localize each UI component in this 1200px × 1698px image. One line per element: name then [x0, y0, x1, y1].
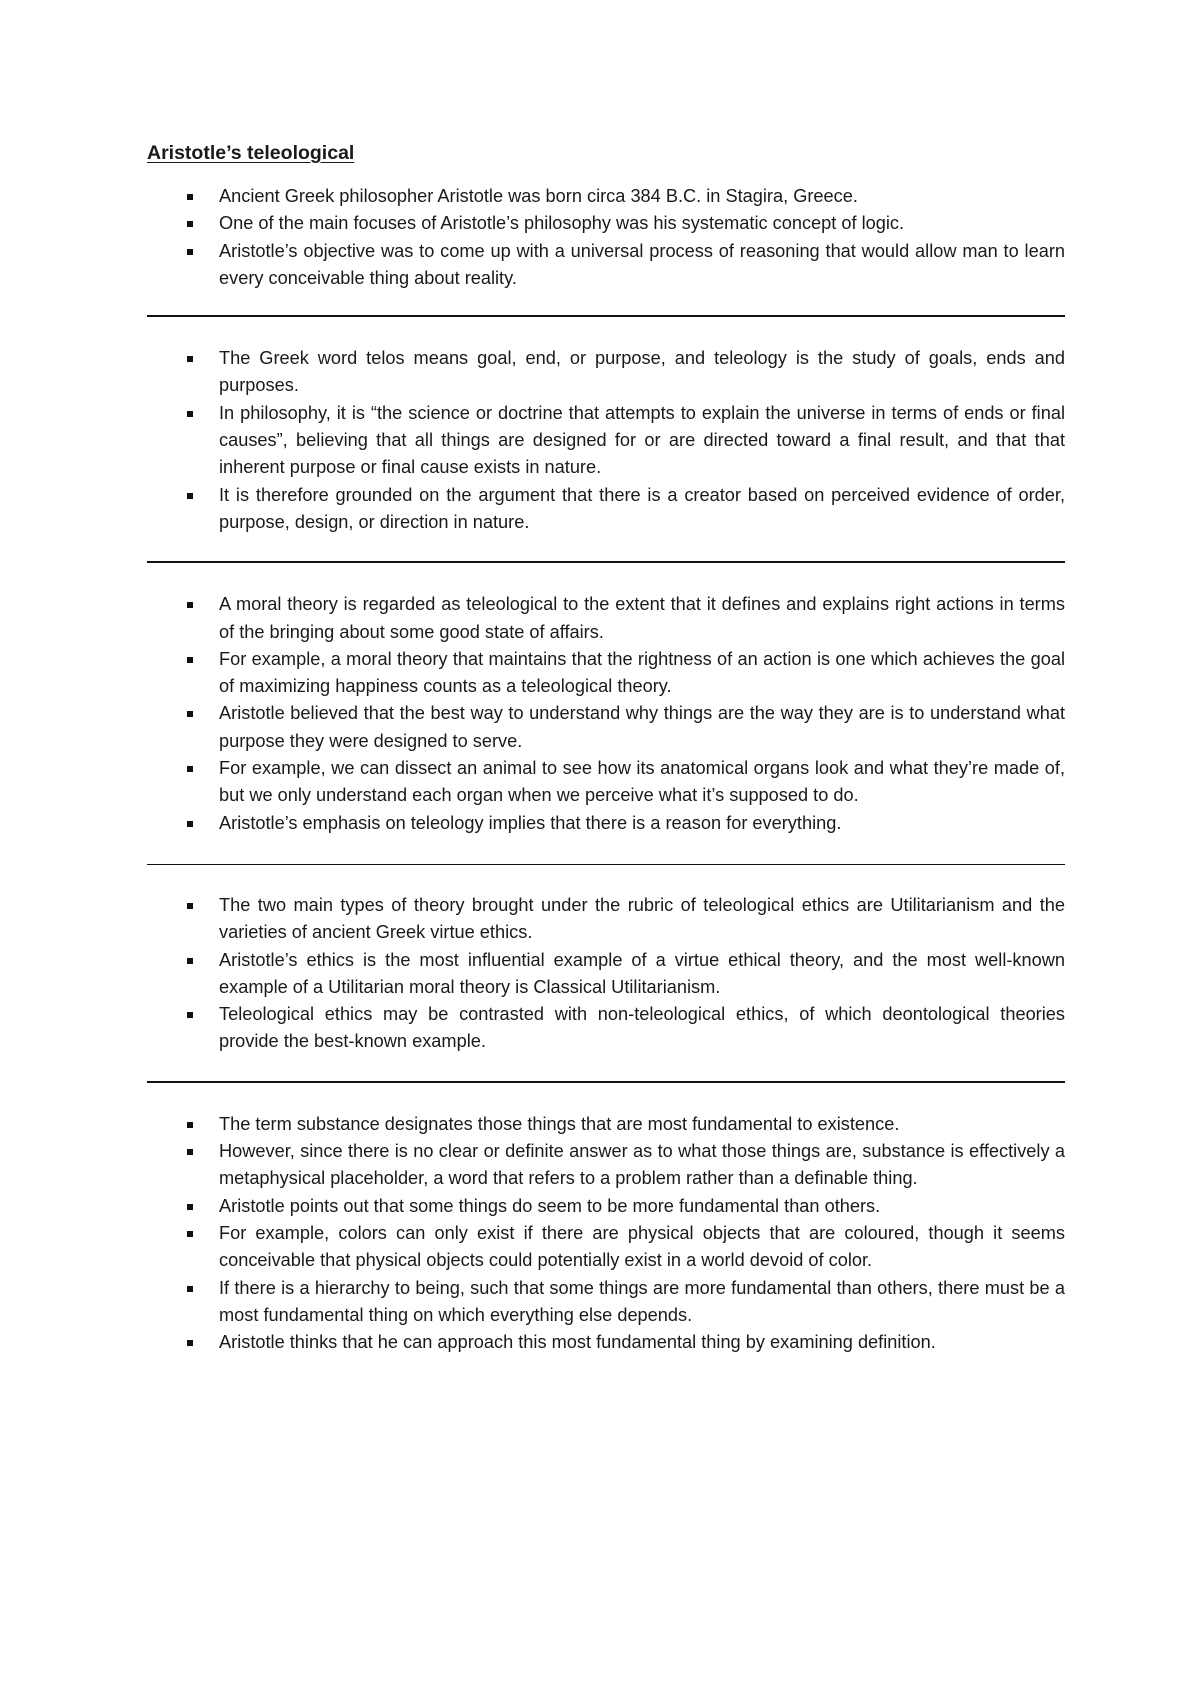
square-bullet-icon — [187, 249, 193, 255]
square-bullet-icon — [187, 356, 193, 362]
list-item: Aristotle’s ethics is the most influential example of a virtue ethical theory, and the most well-known example of a Utilitarian moral theory is Classical Utilitarianism. — [147, 947, 1065, 1002]
list-item: A moral theory is regarded as teleological to the extent that it defines and explains right actions in terms of the bringing about some good state of affairs. — [147, 591, 1065, 646]
square-bullet-icon — [187, 1149, 193, 1155]
list-item: It is therefore grounded on the argument that there is a creator based on perceived evidence of order, purpose, design, or direction in nature. — [147, 482, 1065, 537]
section-telos — [147, 345, 1065, 536]
list-item: Aristotle points out that some things do seem to be more fundamental than others. — [147, 1193, 1065, 1220]
square-bullet-icon — [187, 194, 193, 200]
list-item: Teleological ethics may be contrasted with non-teleological ethics, of which deontological theories provide the best-known example. — [147, 1001, 1065, 1056]
list-item: For example, a moral theory that maintains that the rightness of an action is one which achieves the goal of maximizing happiness counts as a teleological theory. — [147, 646, 1065, 701]
square-bullet-icon — [187, 1340, 193, 1346]
bullet-list — [147, 345, 1065, 536]
square-bullet-icon — [187, 711, 193, 717]
section-aristotle-intro — [147, 183, 1065, 292]
bullet-list — [147, 1111, 1065, 1357]
section-teleological-ethics — [147, 892, 1065, 1056]
section-divider — [147, 315, 1065, 317]
document-page — [147, 140, 1065, 1356]
square-bullet-icon — [187, 1286, 193, 1292]
square-bullet-icon — [187, 821, 193, 827]
list-item: In philosophy, it is “the science or doctrine that attempts to explain the universe in terms of ends or final causes”, believing that all things are designed for or are directed toward a final result, and that that inherent purpose or final cause exists in nature. — [147, 400, 1065, 482]
square-bullet-icon — [187, 1231, 193, 1237]
section-divider — [147, 561, 1065, 563]
square-bullet-icon — [187, 657, 193, 663]
list-item: For example, we can dissect an animal to see how its anatomical organs look and what they’re made of, but we only understand each organ when we perceive what it’s supposed to do. — [147, 755, 1065, 810]
square-bullet-icon — [187, 1122, 193, 1128]
list-item: Aristotle’s objective was to come up with a universal process of reasoning that would allow man to learn every conceivable thing about reality. — [147, 238, 1065, 293]
bullet-list — [147, 591, 1065, 837]
list-item: Aristotle believed that the best way to understand why things are the way they are is to understand what purpose they were designed to serve. — [147, 700, 1065, 755]
list-item: Aristotle’s emphasis on teleology implies that there is a reason for everything. — [147, 810, 1065, 837]
section-divider — [147, 864, 1065, 865]
document-title: Aristotle’s teleological — [147, 142, 355, 164]
list-item: Aristotle thinks that he can approach this most fundamental thing by examining definition. — [147, 1329, 1065, 1356]
square-bullet-icon — [187, 958, 193, 964]
section-moral-theory — [147, 591, 1065, 837]
square-bullet-icon — [187, 411, 193, 417]
bullet-list — [147, 892, 1065, 1056]
list-item: For example, colors can only exist if there are physical objects that are coloured, though it seems conceivable that physical objects could potentially exist in a world devoid of color. — [147, 1220, 1065, 1275]
section-divider — [147, 1081, 1065, 1083]
list-item: However, since there is no clear or definite answer as to what those things are, substance is effectively a metaphysical placeholder, a word that refers to a problem rather than a definable thing. — [147, 1138, 1065, 1193]
square-bullet-icon — [187, 903, 193, 909]
square-bullet-icon — [187, 602, 193, 608]
square-bullet-icon — [187, 493, 193, 499]
list-item: If there is a hierarchy to being, such that some things are more fundamental than others, there must be a most fundamental thing on which everything else depends. — [147, 1275, 1065, 1330]
list-item: The Greek word telos means goal, end, or purpose, and teleology is the study of goals, ends and purposes. — [147, 345, 1065, 400]
list-item: One of the main focuses of Aristotle’s philosophy was his systematic concept of logic. — [147, 210, 1065, 237]
square-bullet-icon — [187, 1012, 193, 1018]
square-bullet-icon — [187, 766, 193, 772]
section-substance — [147, 1111, 1065, 1357]
square-bullet-icon — [187, 221, 193, 227]
square-bullet-icon — [187, 1204, 193, 1210]
list-item: The two main types of theory brought under the rubric of teleological ethics are Utilitarianism and the varieties of ancient Greek virtue ethics. — [147, 892, 1065, 947]
bullet-list — [147, 183, 1065, 292]
list-item: Ancient Greek philosopher Aristotle was born circa 384 B.C. in Stagira, Greece. — [147, 183, 1065, 210]
list-item: The term substance designates those things that are most fundamental to existence. — [147, 1111, 1065, 1138]
